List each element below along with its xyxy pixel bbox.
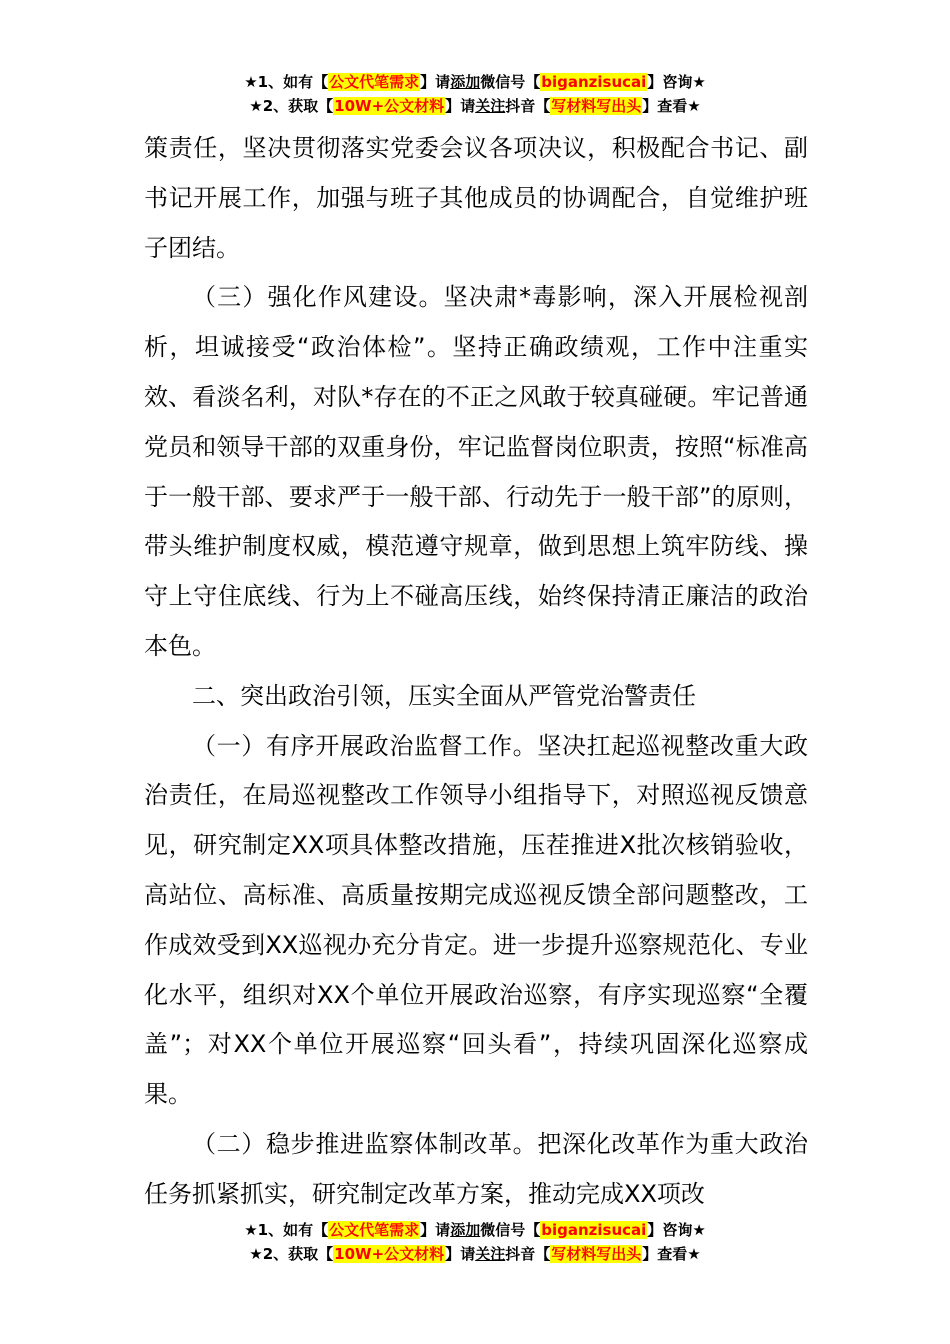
highlight-service: 公文代笔需求: [329, 73, 420, 91]
banner-text: 请: [460, 97, 476, 115]
banner-text: 抖音: [505, 97, 536, 115]
bracket: 】: [642, 97, 658, 115]
banner-text: 请: [435, 73, 451, 91]
banner-text-underlined: 关注: [475, 1245, 506, 1263]
bracket: 】: [420, 1221, 436, 1239]
banner-text: 请: [435, 1221, 451, 1239]
document-body: [144, 124, 808, 1220]
banner-text: 查看★: [657, 1245, 701, 1263]
bracket: 【: [313, 1221, 329, 1239]
bracket: 】: [642, 1245, 658, 1263]
highlight-douyin-account: 写材料写出头: [551, 1245, 642, 1263]
bracket: 】: [647, 73, 663, 91]
header-banner: [0, 70, 950, 118]
banner-text: 咨询★: [662, 73, 706, 91]
bracket: 【: [313, 73, 329, 91]
bracket: 】: [647, 1221, 663, 1239]
banner-text: 微信号: [480, 73, 526, 91]
banner-text-underlined: 添加: [450, 73, 481, 91]
banner-line-2: [0, 94, 950, 118]
bracket: 】: [445, 1245, 461, 1263]
highlight-materials: 10W+公文材料: [334, 1245, 445, 1263]
highlight-wechat-id: biganzisucai: [541, 73, 647, 91]
banner-line-2: [0, 1242, 950, 1266]
paragraph-subsection-1: （一）有序开展政治监督工作。坚决扛起巡视整改重大政治责任，在局巡视整改工作领导小组指导下，对照巡视反馈意见，研究制定XX项具体整改措施，压茬推进X批次核销验收，高站位、高标准、高质量按期完成巡视反馈全部问题整改，工作成效受到XX巡视办充分肯定。进一步提升巡察规范化、专业化水平，组织对XX个单位开展政治巡察，有序实现巡察“全覆盖”；对XX个单位开展巡察“回头看”，持续巩固深化巡察成果。: [144, 731, 808, 1109]
bracket: 】: [420, 73, 436, 91]
banner-text: 抖音: [505, 1245, 536, 1263]
banner-line-1: [0, 1218, 950, 1242]
banner-text: ★2、获取: [249, 97, 319, 115]
paragraph-section-3: （三）强化作风建设。坚决肃*毒影响，深入开展检视剖析，坦诚接受“政治体检”。坚持正确政绩观，工作中注重实效、看淡名利，对队*存在的不正之风敢于较真碰硬。牢记普通党员和领导干部的双重身份，牢记监督岗位职责，按照“标准高于一般干部、要求严于一般干部、行动先于一般干部”的原则，带头维护制度权威，模范遵守规章，做到思想上筑牢防线、操守上守住底线、行为上不碰高压线，始终保持清正廉洁的政治本色。: [144, 283, 808, 660]
bracket: 【: [525, 1221, 541, 1239]
banner-text-underlined: 关注: [475, 97, 506, 115]
banner-text: 查看★: [657, 97, 701, 115]
banner-text: 微信号: [480, 1221, 526, 1239]
bracket: 【: [535, 1245, 551, 1263]
highlight-douyin-account: 写材料写出头: [551, 97, 642, 115]
banner-text: ★1、如有: [244, 73, 314, 91]
section-heading: 二、突出政治引领，压实全面从严管党治警责任: [192, 681, 696, 710]
highlight-materials: 10W+公文材料: [334, 97, 445, 115]
bracket: 【: [318, 97, 334, 115]
banner-text: 请: [460, 1245, 476, 1263]
bracket: 【: [525, 73, 541, 91]
banner-text: ★1、如有: [244, 1221, 314, 1239]
bracket: 【: [318, 1245, 334, 1263]
banner-text: ★2、获取: [249, 1245, 319, 1263]
footer-banner: [0, 1218, 950, 1266]
banner-line-1: [0, 70, 950, 94]
bracket: 【: [535, 97, 551, 115]
paragraph-continued: 策责任，坚决贯彻落实党委会议各项决议，积极配合书记、副书记开展工作，加强与班子其他成员的协调配合，自觉维护班子团结。: [144, 134, 808, 262]
highlight-wechat-id: biganzisucai: [541, 1221, 647, 1239]
banner-text-underlined: 添加: [450, 1221, 481, 1239]
bracket: 】: [445, 97, 461, 115]
paragraph-subsection-2: （二）稳步推进监察体制改革。把深化改革作为重大政治任务抓紧抓实，研究制定改革方案，推动完成XX项改: [144, 1129, 808, 1208]
banner-text: 咨询★: [662, 1221, 706, 1239]
highlight-service: 公文代笔需求: [329, 1221, 420, 1239]
